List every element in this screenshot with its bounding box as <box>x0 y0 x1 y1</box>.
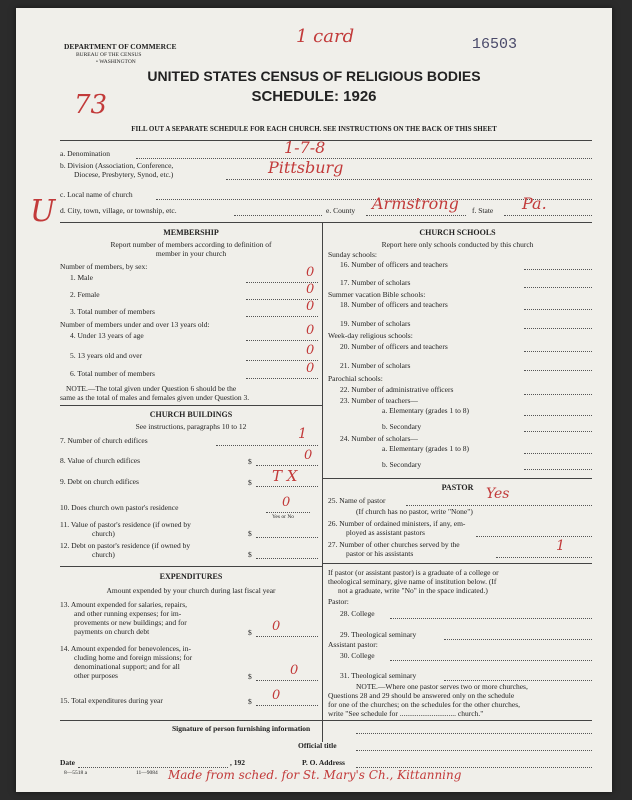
assistant-pastor-label: Assistant pastor: <box>328 640 378 649</box>
q29-label: 29. Theological seminary <box>340 630 417 639</box>
handwritten-u: U <box>30 194 56 229</box>
q15-value: 0 <box>272 688 281 703</box>
yes-no-hint: Yes or No <box>272 514 295 520</box>
graduate-intro-3: not a graduate, write "No" in the space indicated.) <box>338 586 488 595</box>
q6-value: 0 <box>306 361 315 376</box>
q27-line <box>496 557 592 558</box>
q12-label: 12. Debt on pastor's residence (if owned by <box>60 541 191 550</box>
divider <box>323 563 592 564</box>
city-label: d. City, town, village, or township, etc. <box>60 206 177 215</box>
divider <box>60 222 592 223</box>
handwritten-source-note: Made from sched. for St. Mary's Ch., Kittanning <box>168 768 462 782</box>
q22-line <box>524 394 592 395</box>
q21-label: 21. Number of scholars <box>340 361 411 370</box>
signature-line <box>356 733 592 734</box>
q14-label-4: other purposes <box>74 671 118 680</box>
q9-dollar: $ <box>248 478 252 487</box>
q13-dollar: $ <box>248 628 252 637</box>
q19-line <box>524 328 592 329</box>
q16-line <box>524 269 592 270</box>
q4-line <box>246 340 318 341</box>
state-value: Pa. <box>522 194 547 213</box>
q18-label: 18. Number of officers and teachers <box>340 300 448 309</box>
denomination-line <box>136 158 592 159</box>
q6-line <box>246 378 318 379</box>
q24b-line <box>524 469 592 470</box>
q24b-label: b. Secondary <box>382 460 422 469</box>
q25-line <box>406 505 592 506</box>
schools-title: CHURCH SCHOOLS <box>419 228 496 237</box>
membership-intro: Report number of members according to definition of <box>110 240 272 249</box>
form-code-2: 11—9084 <box>136 770 158 776</box>
q25-value: Yes <box>486 486 510 502</box>
graduate-intro: If pastor (or assistant pastor) is a graduate of a college or <box>328 568 499 577</box>
q12-line <box>256 558 318 559</box>
q25-label: 25. Name of pastor <box>328 496 386 505</box>
q7-label: 7. Number of church edifices <box>60 436 148 445</box>
q20-label: 20. Number of officers and teachers <box>340 342 448 351</box>
divider <box>60 566 322 567</box>
q7-value: 1 <box>298 426 307 442</box>
membership-title: MEMBERSHIP <box>163 228 219 237</box>
division-line <box>226 179 592 180</box>
pastor-note-2: Questions 28 and 29 should be answered only on the schedule <box>328 691 515 700</box>
q15-dollar: $ <box>248 697 252 706</box>
q25-hint: (If church has no pastor, write "None") <box>356 507 473 516</box>
divider <box>60 720 592 721</box>
q9-value: T X <box>272 467 298 485</box>
q31-line <box>444 680 592 681</box>
pastor-title: PASTOR <box>441 483 474 492</box>
year-label: , 192 <box>230 758 245 767</box>
sunday-schools-label: Sunday schools: <box>328 250 377 259</box>
buildings-title: CHURCH BUILDINGS <box>149 410 233 419</box>
q23b-line <box>524 431 592 432</box>
division-value: Pittsburg <box>268 158 344 177</box>
county-line <box>366 215 466 216</box>
q14-value: 0 <box>290 663 299 678</box>
q9-line <box>256 486 318 487</box>
q3-line <box>246 316 318 317</box>
q31-label: 31. Theological seminary <box>340 671 417 680</box>
q13-label-4: payments on church debt <box>74 627 150 636</box>
q29-line <box>444 639 592 640</box>
q24-label: 24. Number of scholars— <box>340 434 418 443</box>
state-line <box>504 215 592 216</box>
q7-line <box>216 445 318 446</box>
q11-label-2: church) <box>92 529 115 538</box>
schedule-title: SCHEDULE: 1926 <box>251 88 377 105</box>
card-note: 1 card <box>296 26 355 47</box>
q15-label: 15. Total expenditures during year <box>60 696 163 705</box>
city-line <box>234 215 322 216</box>
q4-value: 0 <box>306 323 315 338</box>
q10-value: 0 <box>282 495 291 510</box>
parochial-schools-label: Parochial schools: <box>328 374 383 383</box>
divider <box>323 478 592 479</box>
q13-label-2: and other running expenses; for im- <box>74 609 182 618</box>
q17-label: 17. Number of scholars <box>340 278 411 287</box>
membership-note: NOTE.—The total given under Question 6 should be the <box>66 384 237 393</box>
q20-line <box>524 351 592 352</box>
q19-label: 19. Number of scholars <box>340 319 411 328</box>
buildings-intro: See instructions, paragraphs 10 to 12 <box>135 422 247 431</box>
official-title-line <box>356 750 592 751</box>
q2-value: 0 <box>306 282 315 297</box>
q21-line <box>524 370 592 371</box>
q27-value: 1 <box>556 538 565 554</box>
q18-line <box>524 309 592 310</box>
q12-label-2: church) <box>92 550 115 559</box>
q23a-label: a. Elementary (grades 1 to 8) <box>382 406 470 415</box>
divider <box>60 405 322 406</box>
q8-label: 8. Value of church edifices <box>60 456 141 465</box>
official-title-label: Official title <box>298 741 337 750</box>
column-divider <box>322 222 323 742</box>
q10-label: 10. Does church own pastor's residence <box>60 503 179 512</box>
q8-dollar: $ <box>248 457 252 466</box>
expenditures-title: EXPENDITURES <box>159 572 223 581</box>
pastor-note-4: write "See schedule for .............................. church." <box>328 709 484 718</box>
q23a-line <box>524 415 592 416</box>
page-title: UNITED STATES CENSUS OF RELIGIOUS BODIES <box>147 68 481 84</box>
q13-line <box>256 636 318 637</box>
date-label: Date <box>60 758 75 767</box>
q28-label: 28. College <box>340 609 375 618</box>
membership-intro-2: member in your church <box>155 249 227 258</box>
q6-label: 6. Total number of members <box>70 369 155 378</box>
schools-intro: Report here only schools conducted by this church <box>381 240 534 249</box>
county-label: e. County <box>326 206 356 215</box>
q30-label: 30. College <box>340 651 375 660</box>
pastor-note: NOTE.—Where one pastor serves two or more churches, <box>356 682 528 691</box>
q26-line <box>476 536 592 537</box>
q27-label-2: pastor or his assistants <box>346 549 414 558</box>
q17-line <box>524 287 592 288</box>
q12-dollar: $ <box>248 550 252 559</box>
q11-dollar: $ <box>248 529 252 538</box>
census-schedule-page <box>16 8 612 792</box>
members-by-sex-label: Number of members, by sex: <box>60 262 148 271</box>
po-address-label: P. O. Address <box>302 758 345 767</box>
q27-label: 27. Number of other churches served by the <box>328 540 460 549</box>
q30-line <box>390 660 592 661</box>
q9-label: 9. Debt on church edifices <box>60 477 139 486</box>
q4-label: 4. Under 13 years of age <box>70 331 144 340</box>
bureau-label: BUREAU OF THE CENSUS <box>76 52 142 58</box>
department-label: DEPARTMENT OF COMMERCE <box>64 42 177 51</box>
members-by-age-label: Number of members under and over 13 years old: <box>60 320 210 329</box>
schedule-number: 16503 <box>472 36 518 53</box>
local-name-label: c. Local name of church <box>60 190 133 199</box>
division-label-2: Diocese, Presbytery, Synod, etc.) <box>74 170 174 179</box>
q26-label-2: ployed as assistant pastors <box>346 528 425 537</box>
state-label: f. State <box>472 206 494 215</box>
divider <box>60 140 592 141</box>
handwritten-mark: 73 <box>74 90 108 120</box>
q8-value: 0 <box>304 448 313 463</box>
denomination-value: 1-7-8 <box>284 138 326 157</box>
q13-value: 0 <box>272 619 281 634</box>
membership-note-2: same as the total of males and females given under Question 3. <box>60 393 250 402</box>
q1-label: 1. Male <box>70 273 93 282</box>
q24a-label: a. Elementary (grades 1 to 8) <box>382 444 470 453</box>
weekday-schools-label: Week-day religious schools: <box>328 331 413 340</box>
q10-line <box>266 512 310 513</box>
form-code: 8—5518 a <box>64 770 88 776</box>
q5-label: 5. 13 years old and over <box>70 351 143 360</box>
q11-line <box>256 537 318 538</box>
q24a-line <box>524 453 592 454</box>
q8-line <box>256 465 318 466</box>
q14-label-2: cluding home and foreign missions; for <box>74 653 193 662</box>
q15-line <box>256 705 318 706</box>
graduate-intro-2: theological seminary, give name of institution below. (If <box>328 577 497 586</box>
pastor-note-3: for one of the churches; on the schedules for the other churches, <box>328 700 521 709</box>
q16-label: 16. Number of officers and teachers <box>340 260 448 269</box>
q26-label: 26. Number of ordained ministers, if any, em- <box>328 519 466 528</box>
q11-label: 11. Value of pastor's residence (if owned by <box>60 520 191 529</box>
expenditures-intro: Amount expended by your church during last fiscal year <box>106 586 276 595</box>
county-value: Armstrong <box>372 194 459 213</box>
washington-label: • WASHINGTON <box>96 59 136 65</box>
q3-label: 3. Total number of members <box>70 307 155 316</box>
q5-value: 0 <box>306 343 315 358</box>
signature-label: Signature of person furnishing information <box>172 724 311 733</box>
q3-value: 0 <box>306 299 315 314</box>
q23b-label: b. Secondary <box>382 422 422 431</box>
division-label: b. Division (Association, Conference, <box>60 161 174 170</box>
q13-label: 13. Amount expended for salaries, repairs, <box>60 600 188 609</box>
pastor-label: Pastor: <box>328 597 349 606</box>
q14-label: 14. Amount expended for benevolences, in- <box>60 644 192 653</box>
q2-label: 2. Female <box>70 290 100 299</box>
q23-label: 23. Number of teachers— <box>340 396 418 405</box>
q14-label-3: denominational support; and for all <box>74 662 180 671</box>
q14-dollar: $ <box>248 672 252 681</box>
q1-value: 0 <box>306 265 315 280</box>
q14-line <box>256 680 318 681</box>
summer-schools-label: Summer vacation Bible schools: <box>328 290 426 299</box>
q13-label-3: provements or new buildings; and for <box>74 618 187 627</box>
q22-label: 22. Number of administrative officers <box>340 385 454 394</box>
denomination-label: a. Denomination <box>60 149 110 158</box>
instructions: FILL OUT A SEPARATE SCHEDULE FOR EACH CHURCH. SEE INSTRUCTIONS ON THE BACK OF THIS SHEET <box>131 125 497 133</box>
q28-line <box>390 618 592 619</box>
